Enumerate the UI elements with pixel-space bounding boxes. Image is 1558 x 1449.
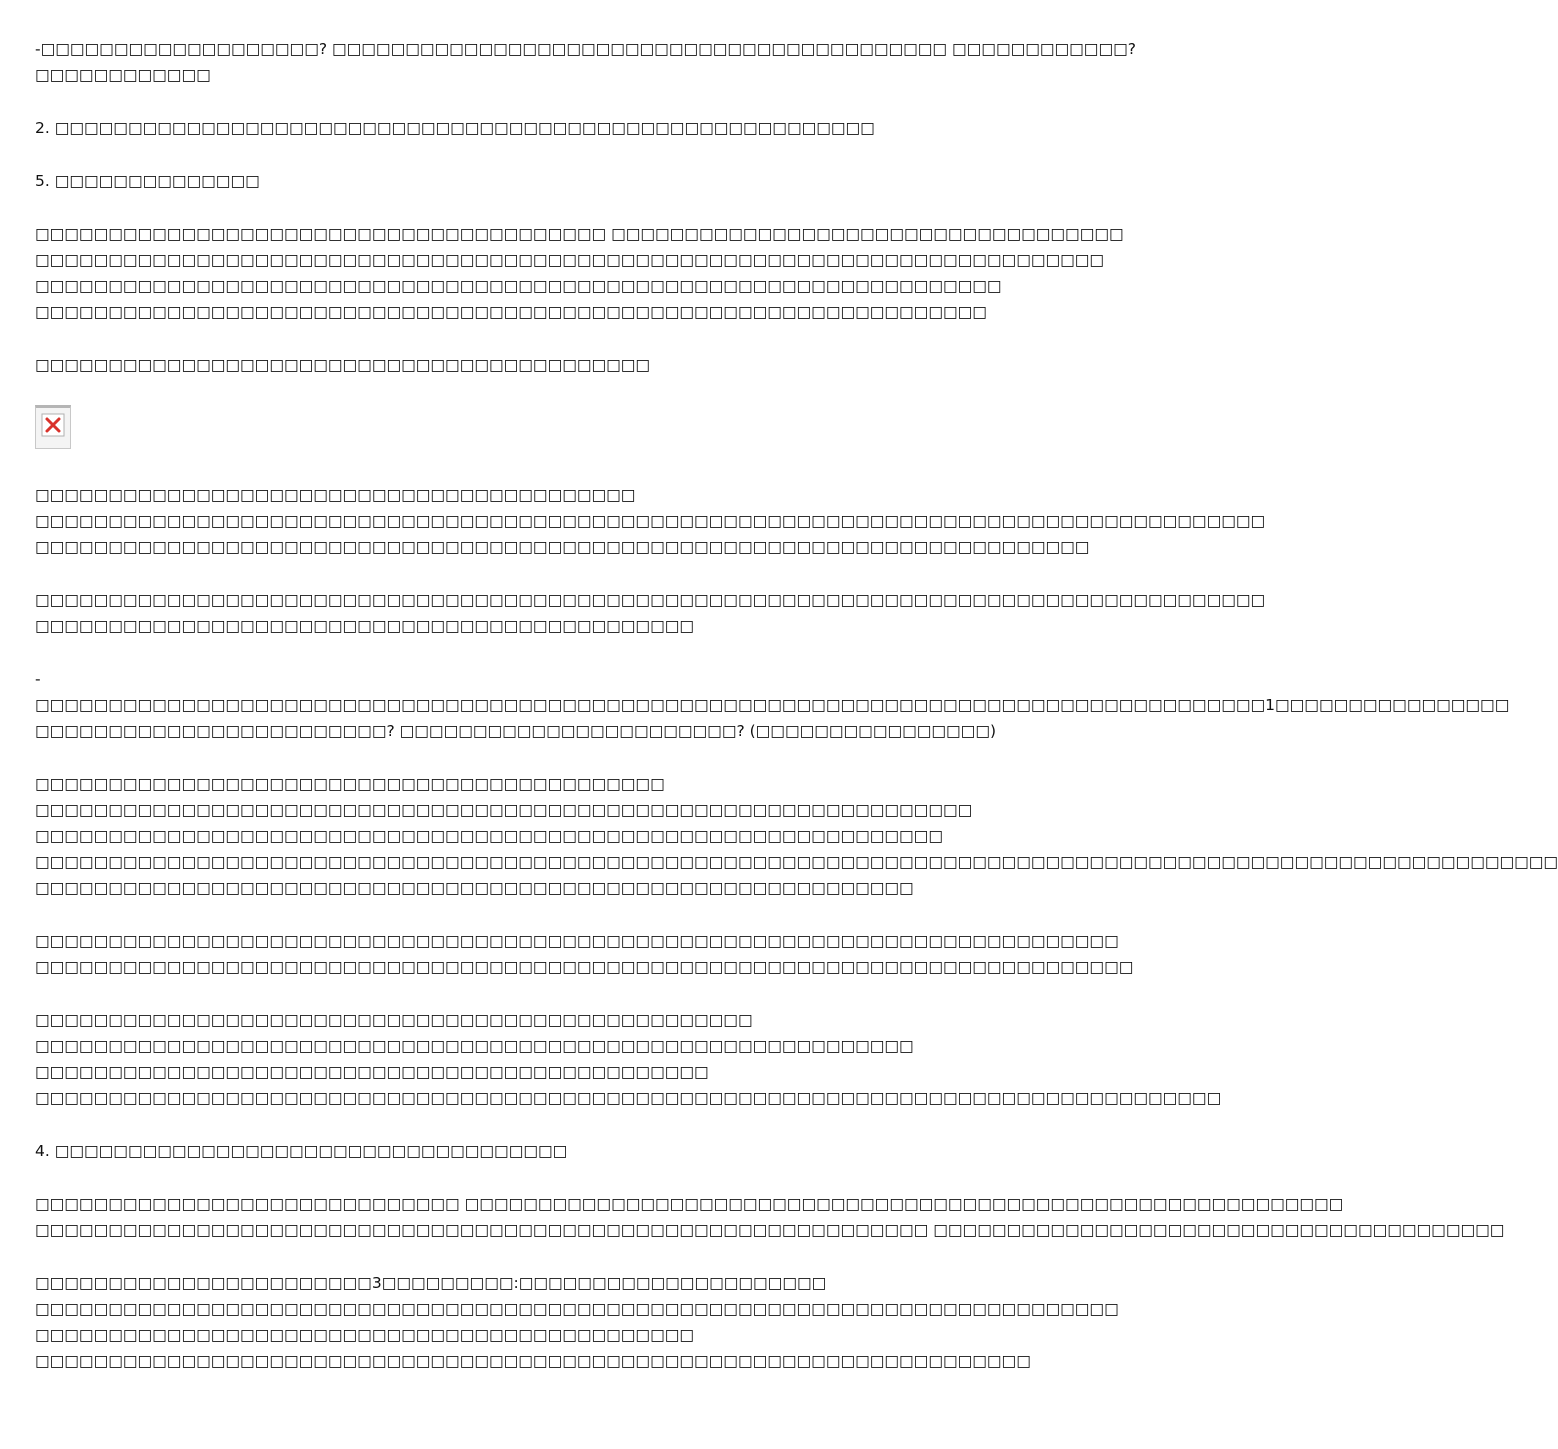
text-line: □□□□□□□□□□□□□□□□□□□□□□□□□□□□□□□□□□□□□□□□□□ [35, 356, 651, 374]
paragraph [35, 36, 1136, 88]
text-line: □□□□□□□□□□□□□□□□□□□□□□□□□□□□□□□□□□□□□□□□□□□□□□□□□ [35, 1011, 753, 1029]
text-line: □□□□□□□□□□□□□□□□□□□□□□□□□□□□□□□□□□□□□□□ □□□□□□□□□□□□□□□□□□□□□□□□□□□□□□□□□□□ [35, 225, 1124, 243]
text-line: □□□□□□□□□□□□□□□□□□□□□□□□□□□□□□□□□□□□□□□□□□□□□□□□□□□□□□□□□□□□□□□□□□□□□□□□□□□□□□□□□□□□ [35, 512, 1266, 530]
text-line: □□□□□□□□□□□□□□□□□□□□□□□□□□□□□□□□□□□□□□□□□□□□□□□□□□□□□□□□□□□□□□□□□□□□□□□□□□□□□□□□□□□□1□□□□□□□□□□□□□□□□ [35, 696, 1510, 714]
text-line: □□□□□□□□□□□□□□□□□□□□□□□□□□□□□□□□□□□□□□□□□□□□□ [35, 1326, 695, 1344]
paragraph [35, 168, 990, 194]
paragraph [35, 666, 1510, 744]
text-line: □□□□□□□□□□□□□□□□□□□□□□□□? □□□□□□□□□□□□□□□□□□□□□□□? (□□□□□□□□□□□□□□□□) [35, 722, 997, 740]
text-line: □□□□□□□□□□□□□□□□□□□□□□□□□□□□□□□□□□□□□□□□□□□□□□□□□□□□□□□□□□□□□□□□□□□□□□□□□ [35, 251, 1105, 269]
paragraph [35, 587, 1266, 639]
paragraph [35, 221, 1124, 325]
text-line: 2. □□□□□□□□□□□□□□□□□□□□□□□□□□□□□□□□□□□□□□□□□□□□□□□□□□□□□□□□ [35, 119, 875, 137]
text-line: □□□□□□□□□□□□□□□□□□□□□□□□□□□□□□□□□□□□□□□□□□□□□□□□□□□□□□□□□□□□□□□□□□□□ [35, 1352, 1031, 1370]
paragraph [35, 1191, 1505, 1243]
text-line: □□□□□□□□□□□□□□□□□□□□□□□□□□□□□□□□□□□□□□□□□□□□□ [35, 617, 695, 635]
text-line: □□□□□□□□□□□□□□□□□□□□□□□□□□□□□□□□□□□□□□□□□□□□□□□□□□□□□□□□□□□□ [35, 879, 914, 897]
paragraph [35, 1270, 1119, 1374]
text-line: □□□□□□□□□□□□□□□□□□□□□□□□□□□□□□□□□□□□□□□□□□□□□□□□□□□□□□□□□□□□□□□□□□□□□□□□□□□□□□□□□□□□ [35, 591, 1266, 609]
text-line: □□□□□□□□□□□□□□□□□□□□□□□□□□□□□ □□□□□□□□□□□□□□□□□□□□□□□□□□□□□□□□□□□□□□□□□□□□□□□□□□□□□□□□□□□□ [35, 1195, 1344, 1213]
text-line: □□□□□□□□□□□□□□□□□□□□□□□□□□□□□□□□□□□□□□□□□ [35, 486, 636, 504]
text-line: □□□□□□□□□□□□□□□□□□□□□□□□□□□□□□□□□□□□□□□□□□□□□□□□□□□□□□□□□□□□□□□□□□□□□□□□□□□□□□□□□□□□□□□□□□□□□□□□□□□□□□□□ [35, 853, 1558, 871]
paragraph [35, 115, 990, 141]
text-line: □□□□□□□□□□□□□□□□□□□□□□□□□□□□□□□□□□□□□□□□□□□□□□□□□□□□□□□□□□□□ [35, 1037, 914, 1055]
text-line: 4. □□□□□□□□□□□□□□□□□□□□□□□□□□□□□□□□□□□ [35, 1142, 568, 1160]
text-line: 5. □□□□□□□□□□□□□□ [35, 172, 260, 190]
text-line: □□□□□□□□□□□□□□□□□□□□□□□□□□□□□□□□□□□□□□□□□□□□□□□□□□□□□□□□□□□□□□□□□□□□□□□□ [35, 538, 1090, 556]
text-line: □□□□□□□□□□□□ [35, 66, 211, 84]
text-line: □□□□□□□□□□□□□□□□□□□□□□□□□□□□□□□□□□□□□□□□□□□□□□□□□□□□□□□□□□□□□□ [35, 827, 943, 845]
text-line: □□□□□□□□□□□□□□□□□□□□□□□□□□□□□□□□□□□□□□□□□□□□□□□□□□□□□□□□□□□□□ □□□□□□□□□□□□□□□□□□□□□□□□□□□□□□□□□□□□□□□ [35, 1221, 1505, 1239]
text-line: □□□□□□□□□□□□□□□□□□□□□□□□□□□□□□□□□□□□□□□□□□□□□□□□□□□□□□□□□□□□□□□□□ [35, 303, 987, 321]
paragraph [35, 1138, 990, 1164]
text-line: □□□□□□□□□□□□□□□□□□□□□□□□□□□□□□□□□□□□□□□□□□□□□□ [35, 1063, 709, 1081]
text-line: □□□□□□□□□□□□□□□□□□□□□□□□□□□□□□□□□□□□□□□□□□□□□□□□□□□□□□□□□□□□□□□□□□□□□□□□□□□ [35, 958, 1134, 976]
document-body [35, 36, 1558, 1401]
text-line: □□□□□□□□□□□□□□□□□□□□□□□□□□□□□□□□□□□□□□□□□□□□□□□□□□□□□□□□□□□□□□□□□□□□□□□□□□ [35, 932, 1119, 950]
broken-image-icon [35, 405, 71, 449]
text-line: □□□□□□□□□□□□□□□□□□□□□□□□□□□□□□□□□□□□□□□□□□□□□□□□□□□□□□□□□□□□□□□□□□ [35, 277, 1002, 295]
paragraph [35, 352, 990, 378]
text-line: -□□□□□□□□□□□□□□□□□□□? □□□□□□□□□□□□□□□□□□□□□□□□□□□□□□□□□□□□□□□□□□ □□□□□□□□□□□□? [35, 40, 1136, 58]
paragraph [35, 1007, 1222, 1111]
text-line: □□□□□□□□□□□□□□□□□□□□□□□□□□□□□□□□□□□□□□□□□□□□□□□□□□□□□□□□□□□□□□□□□□□□□□□□□□ [35, 1300, 1119, 1318]
text-line: □□□□□□□□□□□□□□□□□□□□□□□□□□□□□□□□□□□□□□□□□□□ [35, 775, 665, 793]
paragraph [35, 482, 1266, 560]
paragraph [35, 928, 1134, 980]
text-line: - [35, 670, 41, 688]
text-line: □□□□□□□□□□□□□□□□□□□□□□□□□□□□□□□□□□□□□□□□□□□□□□□□□□□□□□□□□□□□□□□□□□□□□□□□□□□□□□□□□ [35, 1089, 1222, 1107]
paragraph [35, 771, 1558, 901]
text-line: □□□□□□□□□□□□□□□□□□□□□□□3□□□□□□□□□:□□□□□□□□□□□□□□□□□□□□□ [35, 1274, 827, 1292]
text-line: □□□□□□□□□□□□□□□□□□□□□□□□□□□□□□□□□□□□□□□□□□□□□□□□□□□□□□□□□□□□□□□□ [35, 801, 973, 819]
